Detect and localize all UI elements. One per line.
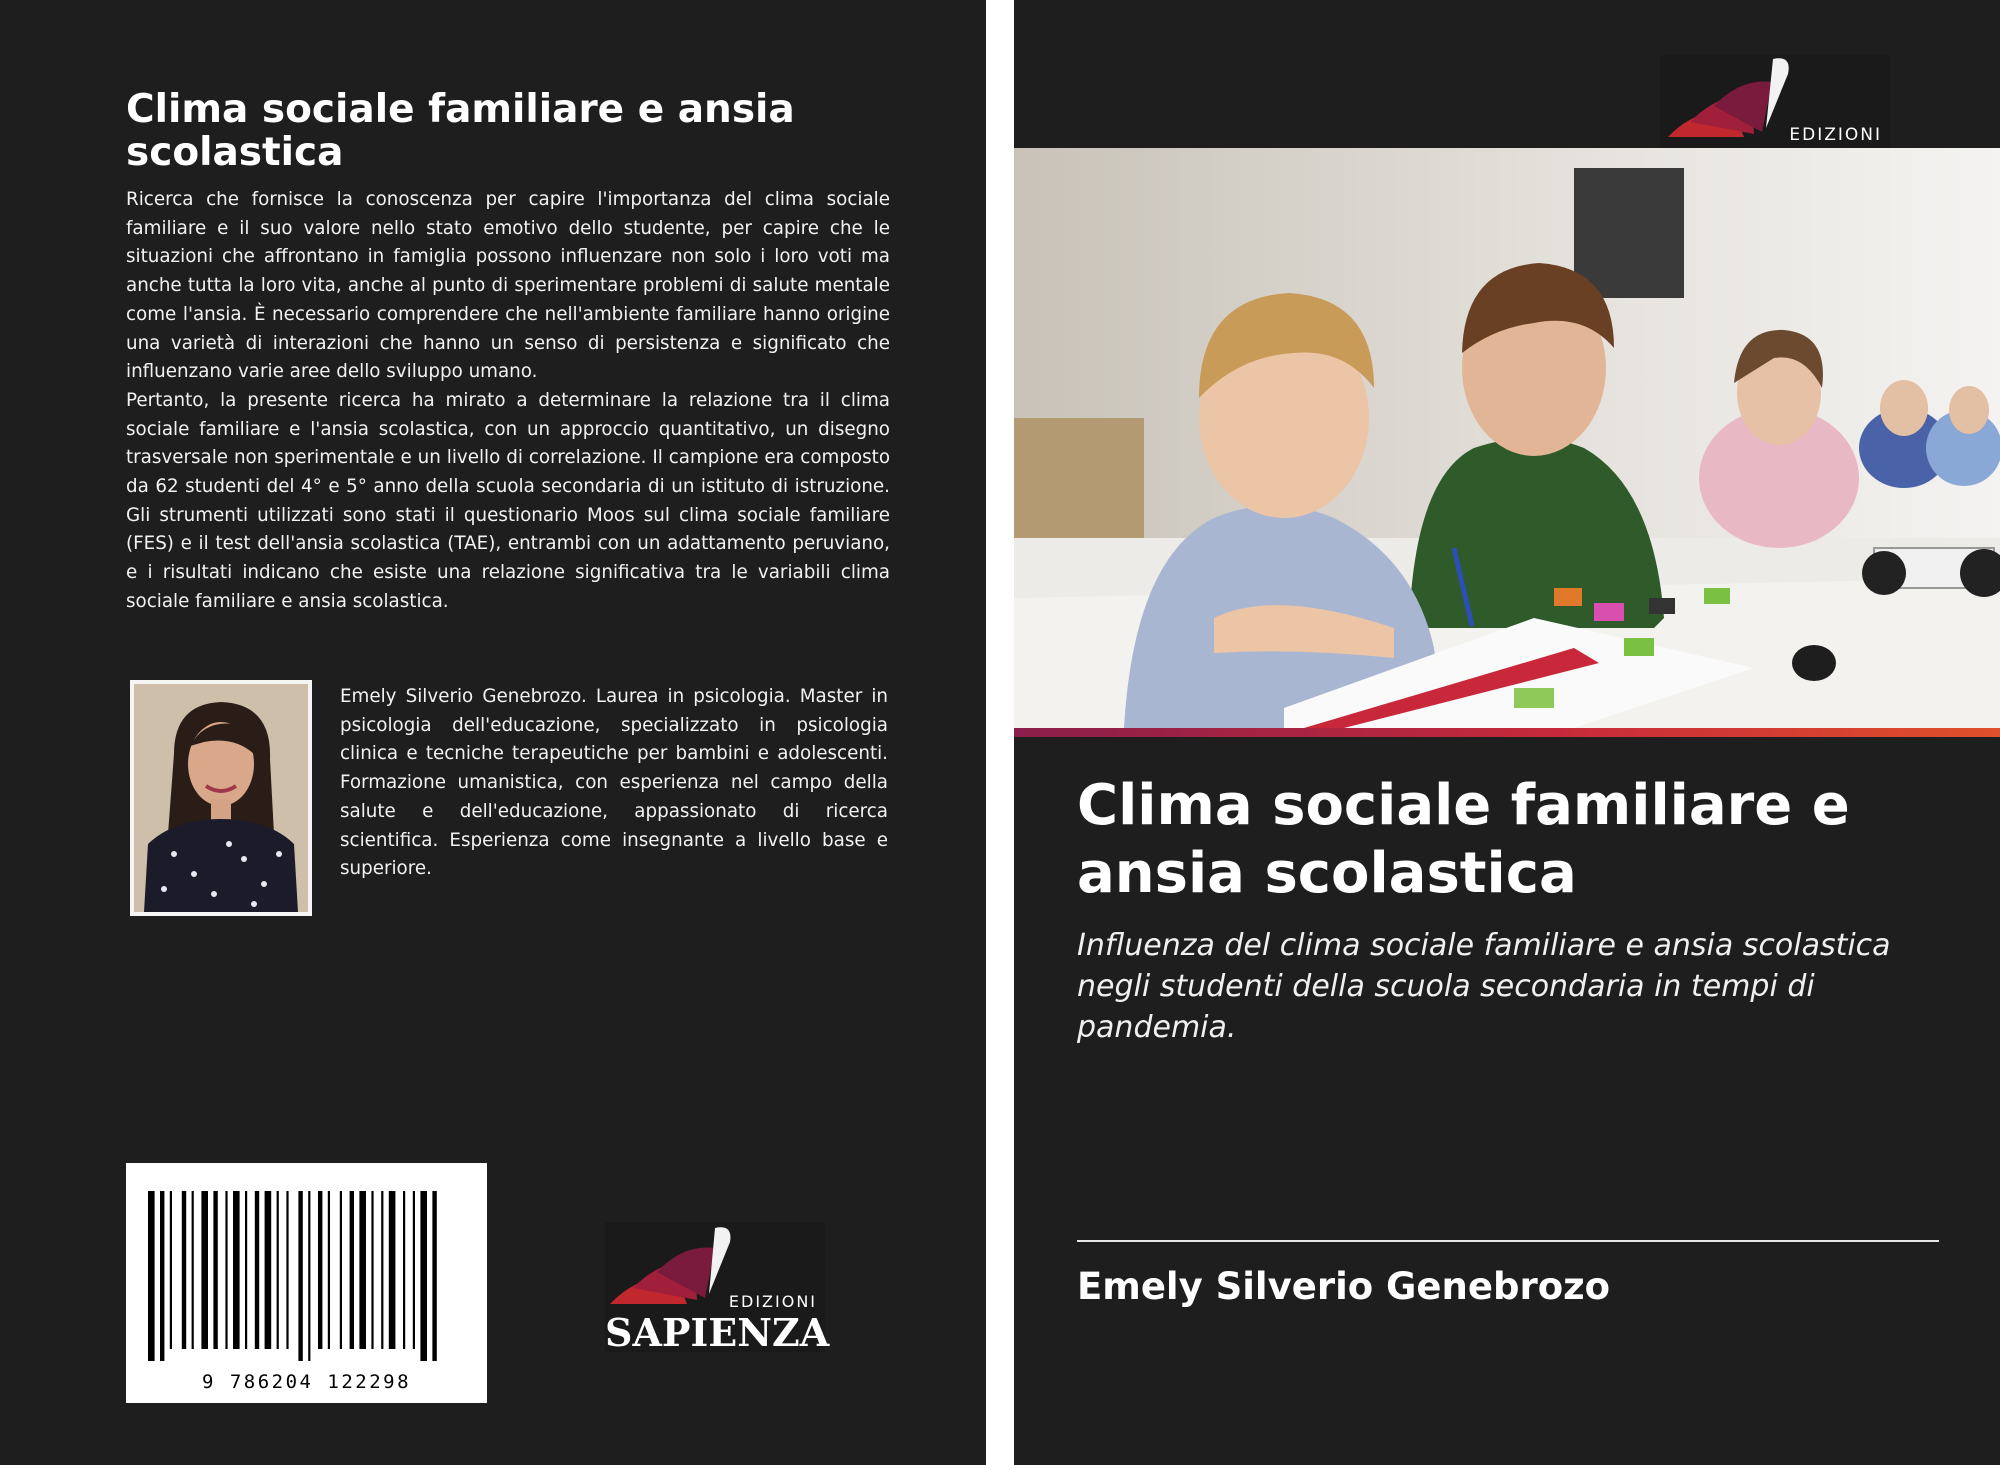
front-cover-title: Clima sociale familiare e ansia scolastica bbox=[1077, 773, 1850, 906]
barcode-bar bbox=[350, 1191, 354, 1349]
back-cover-title: Clima sociale familiare e ansia scolastica bbox=[126, 87, 795, 175]
barcode-bar bbox=[308, 1191, 310, 1361]
barcode-bar bbox=[328, 1191, 330, 1349]
cover-photo-classroom bbox=[1014, 148, 2000, 728]
barcode-bar bbox=[277, 1191, 279, 1349]
barcode-bar bbox=[298, 1191, 302, 1361]
barcode-bar bbox=[413, 1191, 415, 1349]
publisher-logo-back bbox=[605, 1222, 830, 1355]
isbn-barcode bbox=[126, 1163, 487, 1403]
barcode-bar bbox=[318, 1191, 322, 1349]
barcode-bar bbox=[192, 1191, 194, 1349]
blurb-paragraph-2: Pertanto, la presente ricerca ha mirato a determinare la relazione tra il clima sociale familiare e l'ansia scolastica, con un approccio quantitativo, un disegno trasversale non sperimentale e un livello di correlazione. Il campione era composto da 62 studenti del 4° e 5° anno della scuola secondaria di un istituto di istruzione. Gli strumenti utilizzati sono stati il questionario Moos sul clima sociale familiare (FES) e il test dell'ansia scolastica (TAE), entrambi con un adattamento peruviano, e i risultati indicano che esiste una relazione significativa tra le variabili clima sociale familiare e ansia scolastica. bbox=[126, 389, 890, 612]
barcode-bar bbox=[160, 1191, 164, 1361]
barcode-bar bbox=[255, 1191, 259, 1349]
barcode-bar bbox=[233, 1191, 240, 1349]
barcode-bar bbox=[403, 1191, 405, 1349]
front-cover-subtitle: Influenza del clima sociale familiare e ansia scolastica negli studenti della scuola secondaria in tempi di pandemia. bbox=[1077, 928, 1891, 1045]
front-cover-author: Emely Silverio Genebrozo bbox=[1077, 1265, 1611, 1308]
publisher-name-back: SAPIENZA bbox=[605, 1310, 830, 1355]
barcode-bar bbox=[265, 1191, 272, 1349]
back-cover bbox=[0, 0, 986, 1465]
barcode-bar bbox=[420, 1191, 427, 1361]
author-bio: Emely Silverio Genebrozo. Laurea in psicologia. Master in psicologia dell'educazione, specializzato in psicologia clinica e tecniche terapeutiche per bambini e adolescenti. Formazione umanistica, con esperienza nel campo della salute e dell'educazione, appassionato di ricerca scientifica. Esperienza come insegnante a livello base e superiore. bbox=[340, 686, 888, 880]
barcode-bar bbox=[286, 1191, 288, 1349]
back-cover-blurb bbox=[126, 186, 890, 617]
accent-bar bbox=[1014, 728, 2000, 737]
barcode-bar bbox=[432, 1191, 436, 1361]
publisher-edizioni-back: EDIZIONI bbox=[728, 1292, 817, 1311]
barcode-bar bbox=[213, 1191, 217, 1349]
barcode-bar bbox=[225, 1191, 227, 1349]
barcode-bar bbox=[245, 1191, 247, 1349]
barcode-bar bbox=[148, 1191, 155, 1361]
blurb-paragraph-1: Ricerca che fornisce la conoscenza per capire l'importanza del clima sociale familiare e il suo valore nello stato emotivo dello studente, per capire che le situazioni che affrontano in famiglia possono influenzare non solo i loro voti ma anche tutta la loro vita, anche al punto di sperimentare problemi di salute mentale come l'ansia. È necessario comprendere che nell'ambiente familiare hanno origine una varietà di interazioni che hanno un senso di persistenza e significato che influenzano varie aree dello sviluppo umano. bbox=[126, 189, 890, 383]
barcode-bar bbox=[389, 1191, 396, 1349]
barcode-bar bbox=[340, 1191, 342, 1349]
barcode-bar bbox=[170, 1191, 172, 1349]
isbn-digits: 9 786204 122298 bbox=[201, 1371, 412, 1393]
publisher-edizioni-front: EDIZIONI bbox=[1789, 125, 1882, 145]
barcode-bar bbox=[381, 1191, 383, 1349]
barcode-bar bbox=[371, 1191, 373, 1349]
barcode-bar bbox=[201, 1191, 208, 1349]
barcode-bar bbox=[182, 1191, 186, 1349]
author-photo bbox=[130, 680, 312, 916]
divider bbox=[1077, 1240, 1939, 1242]
barcode-bar bbox=[359, 1191, 366, 1349]
